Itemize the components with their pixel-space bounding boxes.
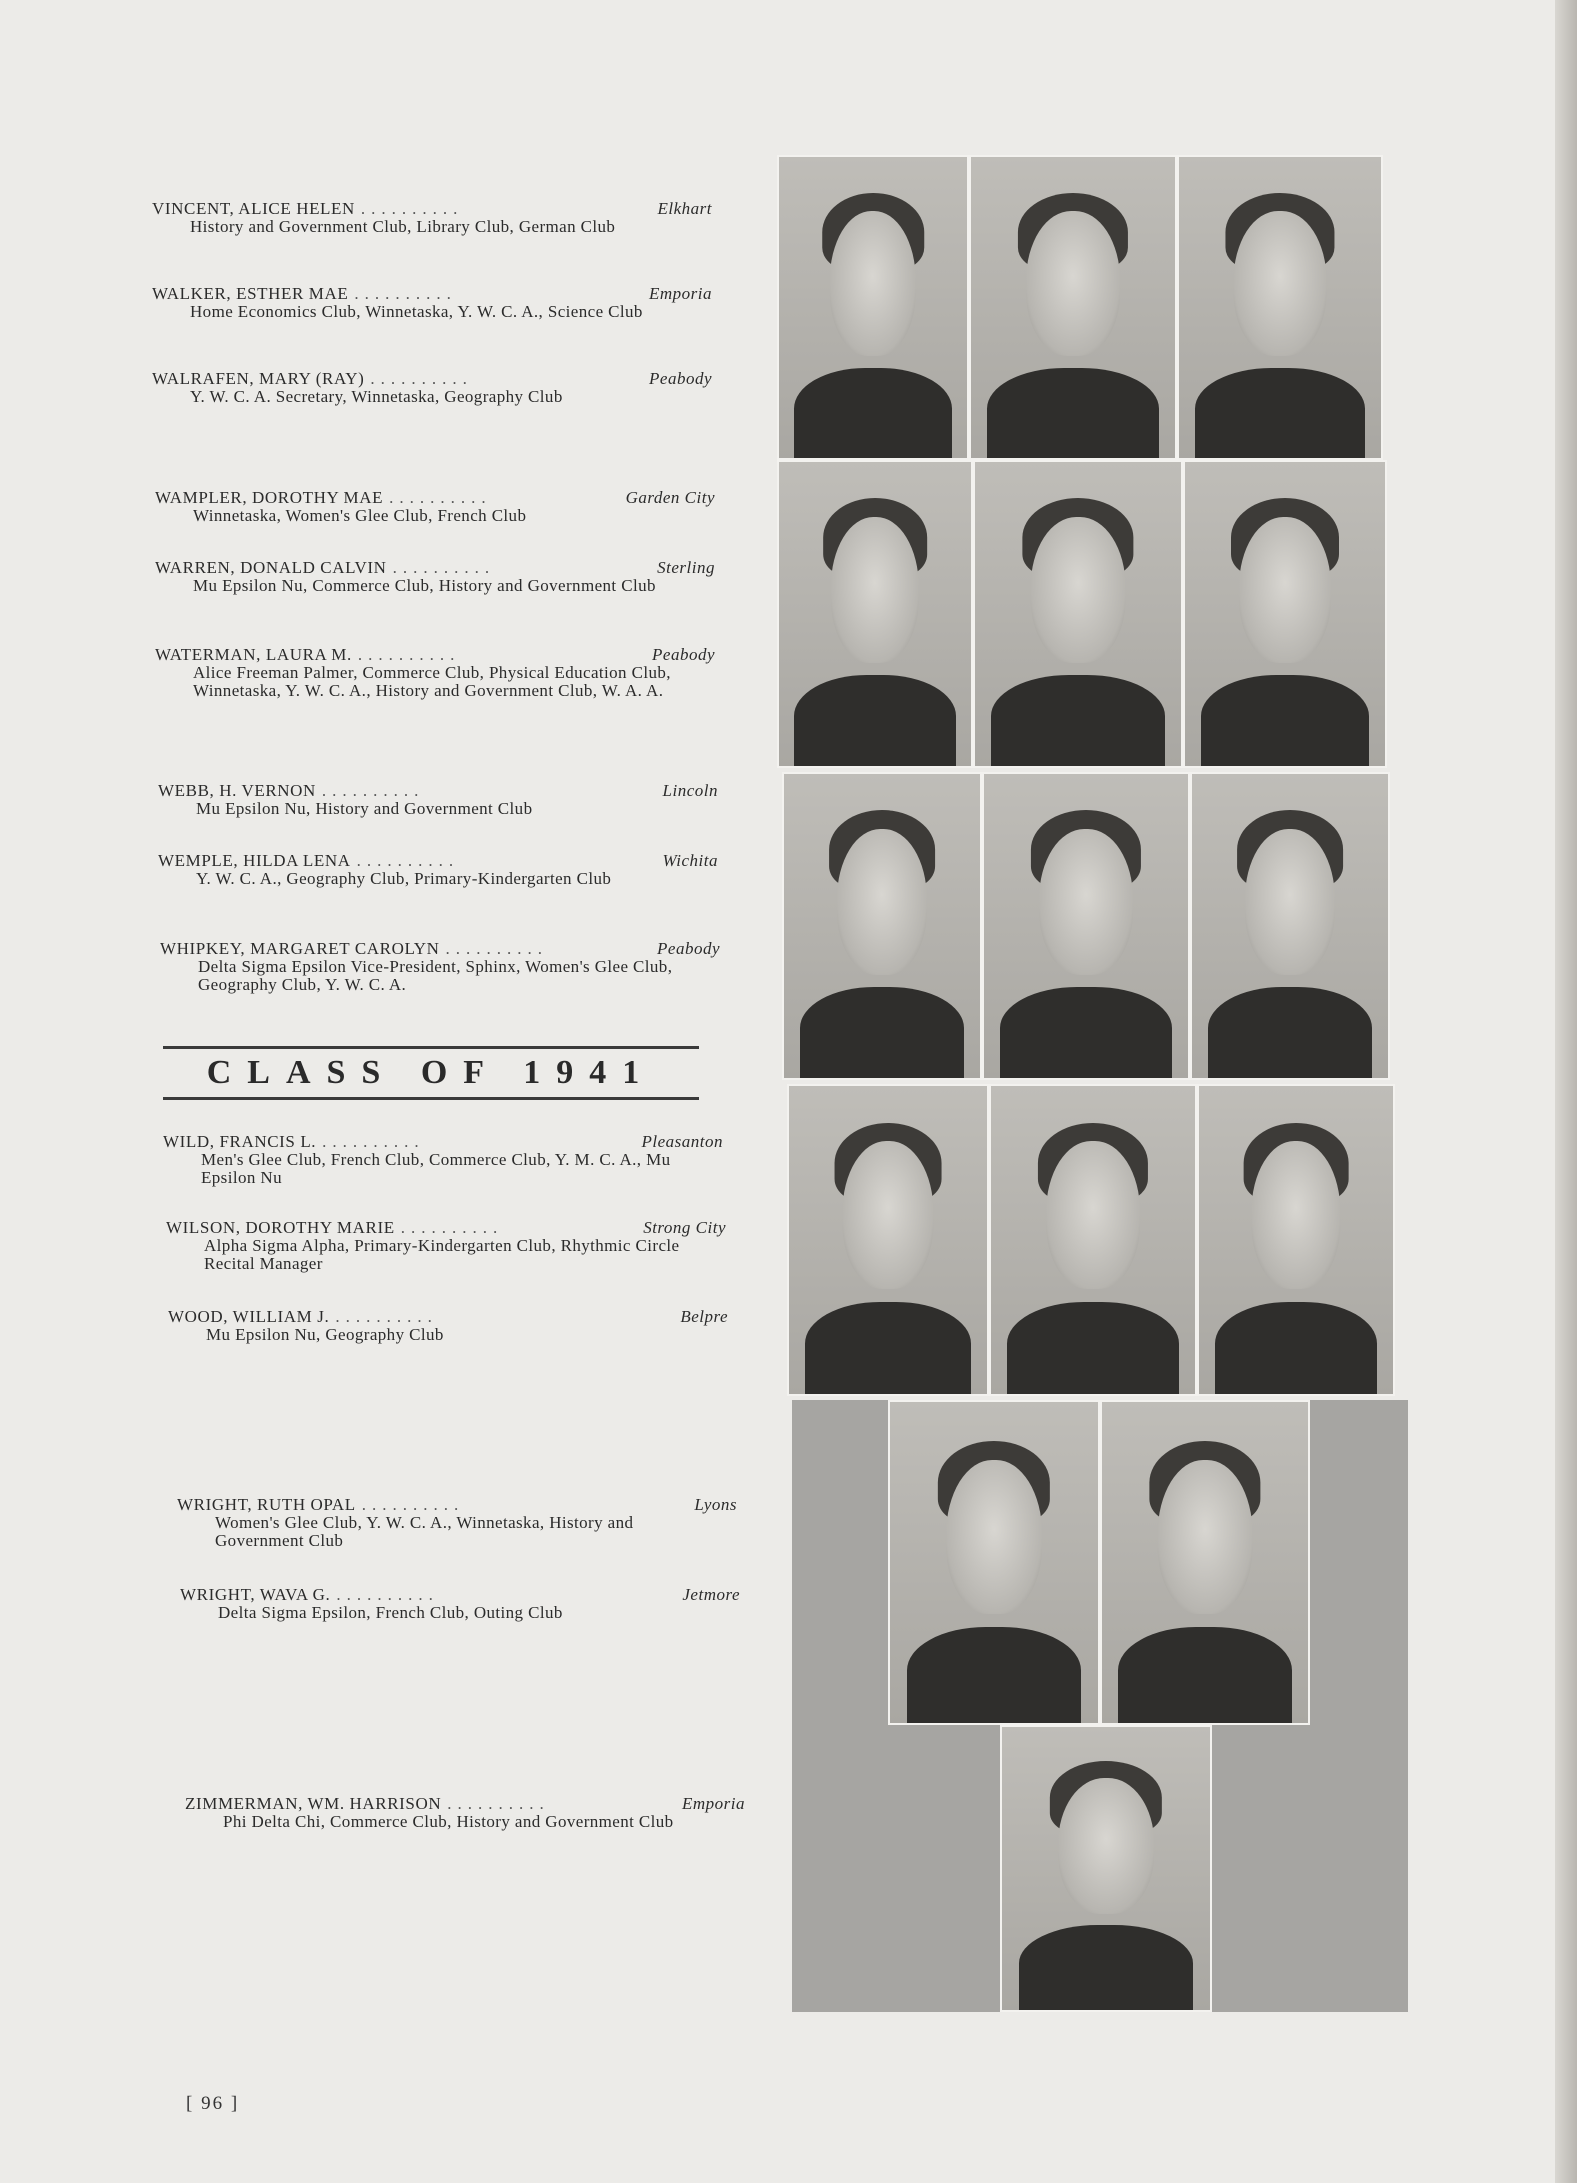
class-heading-text: CLASS OF 1941 [206, 1054, 656, 1091]
portrait-photo [1197, 1084, 1395, 1396]
student-entry: WALRAFEN, MARY (RAY) .......... Peabody Y. W. C. A. Secretary, Winnetaska, Geography Club [152, 369, 712, 406]
portrait-photo [1100, 1400, 1310, 1725]
student-activities: Alice Freeman Palmer, Commerce Club, Physical Education Club, Winnetaska, Y. W. C. A., History and Government Club, W. A. A. [193, 663, 671, 700]
portrait-photo [1177, 155, 1383, 460]
portrait-photo [777, 155, 969, 460]
student-hometown: Jetmore [682, 1585, 740, 1604]
student-name: WHIPKEY, MARGARET CAROLYN [160, 939, 440, 958]
portrait-photo [1000, 1725, 1212, 2012]
page-number: [ 96 ] [186, 2093, 240, 2114]
student-hometown: Lyons [694, 1495, 737, 1514]
student-entry: WAMPLER, DOROTHY MAE .......... Garden City Winnetaska, Women's Glee Club, French Club [155, 488, 715, 525]
student-hometown: Peabody [652, 645, 715, 664]
portrait-photo [777, 460, 973, 768]
portrait-photo [782, 772, 982, 1080]
student-hometown: Emporia [649, 284, 712, 303]
student-hometown: Peabody [657, 939, 720, 958]
student-activities: Winnetaska, Women's Glee Club, French Club [193, 506, 527, 525]
student-name: WEMPLE, HILDA LENA [158, 851, 351, 870]
student-activities: Mu Epsilon Nu, History and Government Club [196, 799, 533, 818]
student-hometown: Strong City [643, 1218, 726, 1237]
student-name: WILSON, DOROTHY MARIE [166, 1218, 395, 1237]
portrait-photo [969, 155, 1177, 460]
student-activities: Alpha Sigma Alpha, Primary-Kindergarten Club, Rhythmic Circle Recital Manager [204, 1236, 680, 1273]
portrait-photo [1183, 460, 1387, 768]
student-entry: WRIGHT, RUTH OPAL .......... Lyons Women's Glee Club, Y. W. C. A., Winnetaska, History and Government Club [177, 1495, 737, 1550]
student-entry: WRIGHT, WAVA G. .......... Jetmore Delta Sigma Epsilon, French Club, Outing Club [180, 1585, 740, 1622]
student-hometown: Peabody [649, 369, 712, 388]
student-activities: History and Government Club, Library Club, German Club [190, 217, 616, 236]
student-name: WRIGHT, WAVA G. [180, 1585, 331, 1604]
portrait-photo [982, 772, 1190, 1080]
student-hometown: Sterling [657, 558, 715, 577]
student-entry: WEBB, H. VERNON .......... Lincoln Mu Epsilon Nu, History and Government Club [158, 781, 718, 818]
student-name: WALKER, ESTHER MAE [152, 284, 349, 303]
student-entry: WEMPLE, HILDA LENA .......... Wichita Y. W. C. A., Geography Club, Primary-Kindergarten Club [158, 851, 718, 888]
student-activities: Mu Epsilon Nu, Geography Club [206, 1325, 444, 1344]
portrait-photo [989, 1084, 1197, 1396]
student-hometown: Pleasanton [641, 1132, 723, 1151]
student-entry: ZIMMERMAN, WM. HARRISON .......... Emporia Phi Delta Chi, Commerce Club, History and Government Club [185, 1794, 745, 1831]
student-activities: Men's Glee Club, French Club, Commerce Club, Y. M. C. A., Mu Epsilon Nu [201, 1150, 671, 1187]
student-entry: WALKER, ESTHER MAE .......... Emporia Home Economics Club, Winnetaska, Y. W. C. A., Science Club [152, 284, 712, 321]
student-hometown: Belpre [680, 1307, 728, 1326]
student-activities: Y. W. C. A. Secretary, Winnetaska, Geography Club [190, 387, 563, 406]
student-name: WARREN, DONALD CALVIN [155, 558, 387, 577]
student-name: WEBB, H. VERNON [158, 781, 316, 800]
student-entry: WHIPKEY, MARGARET CAROLYN .......... Peabody Delta Sigma Epsilon Vice-President, Sphinx, Women's Glee Club, Geography Club, Y. W. C. A. [160, 939, 720, 994]
student-entry: WILSON, DOROTHY MARIE .......... Strong City Alpha Sigma Alpha, Primary-Kindergarten Club, Rhythmic Circle Recital Manager [166, 1218, 726, 1273]
student-entry: WOOD, WILLIAM J. .......... Belpre Mu Epsilon Nu, Geography Club [168, 1307, 728, 1344]
student-hometown: Lincoln [662, 781, 718, 800]
student-hometown: Elkhart [657, 199, 712, 218]
student-name: VINCENT, ALICE HELEN [152, 199, 355, 218]
student-activities: Y. W. C. A., Geography Club, Primary-Kindergarten Club [196, 869, 612, 888]
student-entry: VINCENT, ALICE HELEN .......... Elkhart History and Government Club, Library Club, German Club [152, 199, 712, 236]
page-edge [1555, 0, 1577, 2183]
student-name: WAMPLER, DOROTHY MAE [155, 488, 384, 507]
portrait-photo [973, 460, 1183, 768]
class-heading [163, 1046, 699, 1100]
portrait-photo [1190, 772, 1390, 1080]
student-hometown: Garden City [625, 488, 715, 507]
student-entry: WARREN, DONALD CALVIN .......... Sterling Mu Epsilon Nu, Commerce Club, History and Government Club [155, 558, 715, 595]
student-name: WATERMAN, LAURA M. [155, 645, 352, 664]
student-name: ZIMMERMAN, WM. HARRISON [185, 1794, 442, 1813]
student-name: WOOD, WILLIAM J. [168, 1307, 330, 1326]
student-activities: Delta Sigma Epsilon, French Club, Outing Club [218, 1603, 563, 1622]
student-entry: WILD, FRANCIS L. .......... Pleasanton Men's Glee Club, French Club, Commerce Club, Y. M. C. A., Mu Epsilon Nu [163, 1132, 723, 1187]
student-activities: Phi Delta Chi, Commerce Club, History and Government Club [223, 1812, 674, 1831]
student-hometown: Wichita [662, 851, 718, 870]
student-activities: Mu Epsilon Nu, Commerce Club, History and Government Club [193, 576, 656, 595]
student-activities: Women's Glee Club, Y. W. C. A., Winnetaska, History and Government Club [215, 1513, 634, 1550]
portrait-photo [787, 1084, 989, 1396]
student-name: WRIGHT, RUTH OPAL [177, 1495, 356, 1514]
portrait-photo [888, 1400, 1100, 1725]
student-name: WILD, FRANCIS L. [163, 1132, 317, 1151]
student-name: WALRAFEN, MARY (RAY) [152, 369, 365, 388]
student-entry: WATERMAN, LAURA M. .......... Peabody Alice Freeman Palmer, Commerce Club, Physical Education Club, Winnetaska, Y. W. C. A., History and Government Club, W. A. A. [155, 645, 715, 700]
student-activities: Delta Sigma Epsilon Vice-President, Sphinx, Women's Glee Club, Geography Club, Y. W. C. A. [198, 957, 673, 994]
student-activities: Home Economics Club, Winnetaska, Y. W. C. A., Science Club [190, 302, 643, 321]
student-hometown: Emporia [682, 1794, 745, 1813]
